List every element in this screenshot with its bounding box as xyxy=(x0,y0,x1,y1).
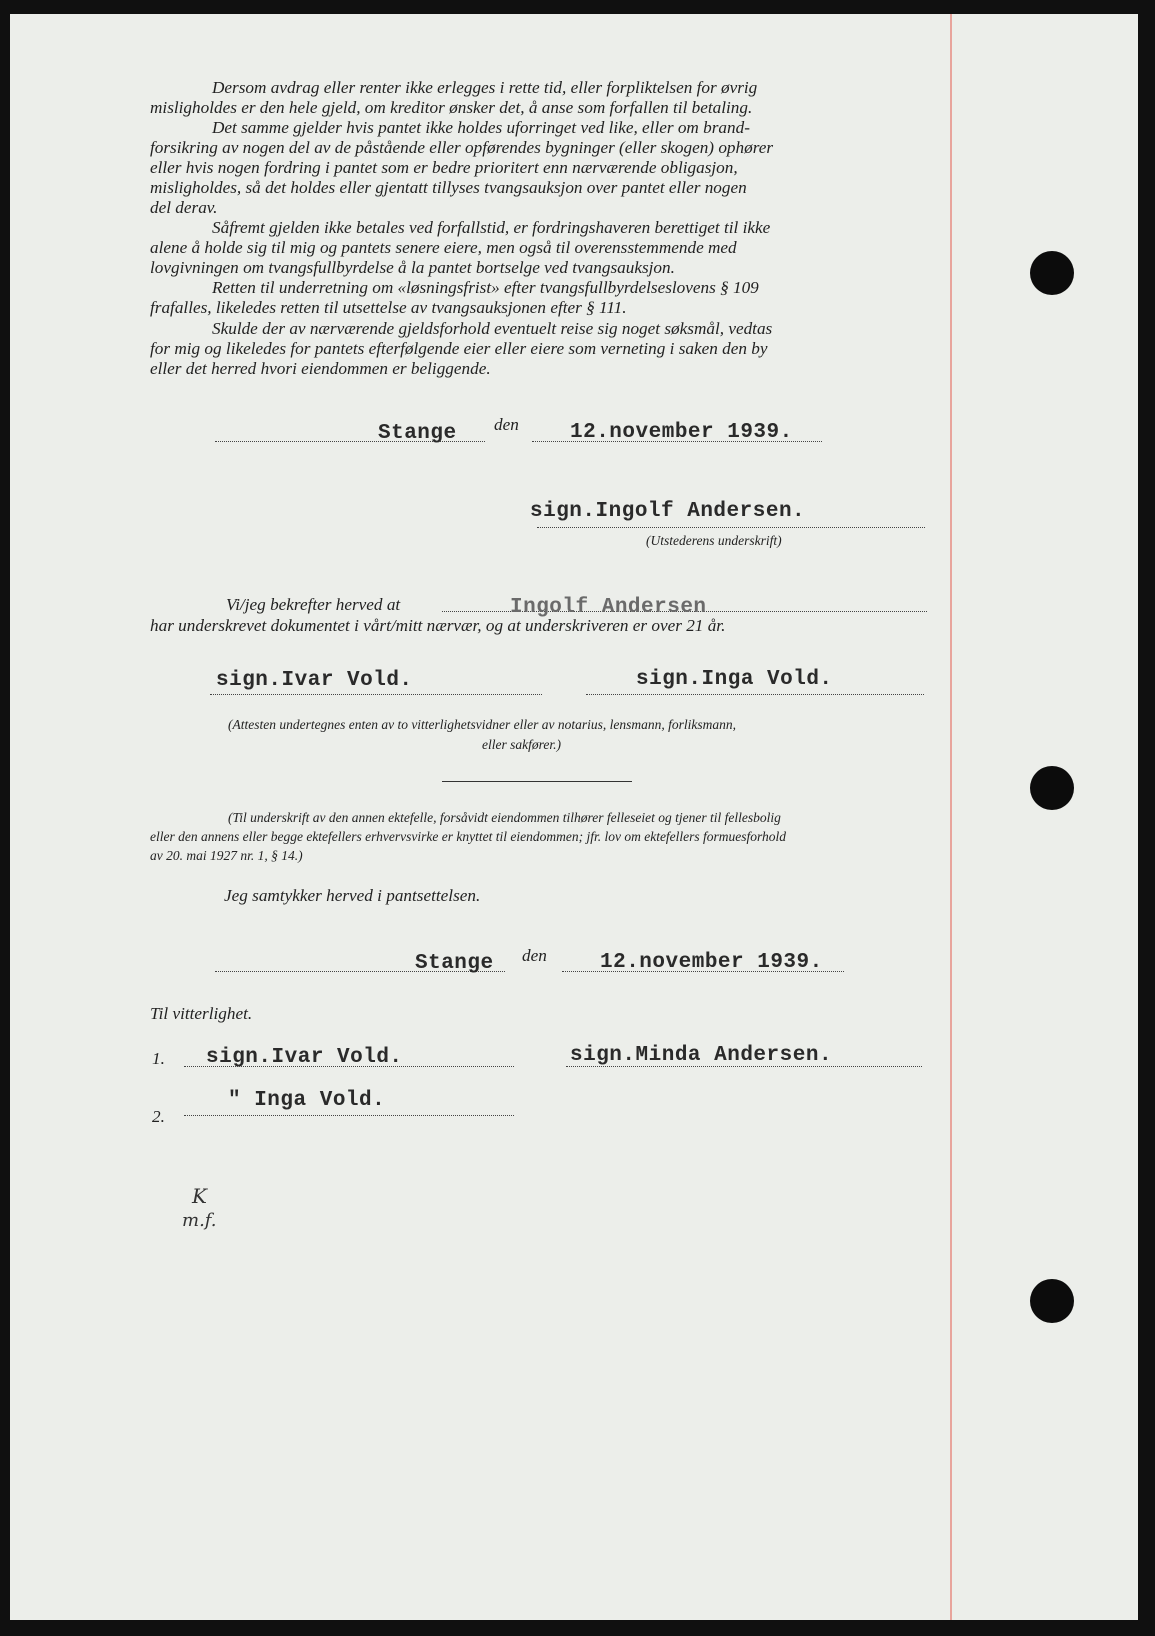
punch-hole xyxy=(1030,251,1074,295)
margin-line xyxy=(950,14,952,1620)
spouse-place: Stange xyxy=(415,952,494,975)
issuer-signature: sign.Ingolf Andersen. xyxy=(530,500,806,523)
issuer-signature-caption: (Utstederens underskrift) xyxy=(646,533,782,548)
witness-signature-line xyxy=(586,694,924,695)
issuer-date: 12.november 1939. xyxy=(570,421,793,444)
clause-line: for mig og likeledes for pantets efterfølgende eier eller eiere som verneting i saken den by xyxy=(150,339,768,358)
consent-text: Jeg samtykker herved i pantsettelsen. xyxy=(224,886,481,905)
handwritten-initial: K xyxy=(192,1184,207,1208)
witness-signature: sign.Ivar Vold. xyxy=(216,669,413,692)
den-label: den xyxy=(522,946,547,965)
clause-line: eller hvis nogen fordring i pantet som er bedre prioritert enn nærværende obligasjon, xyxy=(150,158,738,177)
witness-name: sign.Ivar Vold. xyxy=(206,1046,403,1069)
witness-statement-line2: har underskrevet dokumentet i vårt/mitt nærvær, og at underskriveren er over 21 år. xyxy=(150,616,726,635)
punch-hole xyxy=(1030,1279,1074,1323)
clause-line: misligholdes er den hele gjeld, om kreditor ønsker det, å anse som forfallen til betaling. xyxy=(150,98,753,117)
clause-line: misligholdes, så det holdes eller gjentatt tillyses tvangsauksjon over pantet eller nogen xyxy=(150,178,747,197)
spouse-note-line: eller den annens eller begge ektefellers erhvervsvirke er knyttet til eiendommen; jfr. lov om ektefellers formuesforhold xyxy=(150,829,787,844)
witness-signature: sign.Inga Vold. xyxy=(636,668,833,691)
spouse-signature-line xyxy=(566,1066,922,1067)
clause-line: forsikring av nogen del av de påstående eller opførendes bygninger (eller skogen) ophører xyxy=(150,138,774,157)
witness-name: " Inga Vold. xyxy=(228,1089,386,1112)
witness-statement-name: Ingolf Andersen xyxy=(510,596,707,619)
clause-line: frafalles, likeledes retten til utsettelse av tvangsauksjonen efter § 111. xyxy=(150,298,627,317)
attest-note-line: (Attesten undertegnes enten av to vitterlighetsvidner eller av notarius, lensmann, forliksmann, xyxy=(228,717,737,732)
document-page xyxy=(10,14,1138,1620)
witness-line xyxy=(184,1115,514,1116)
punch-hole xyxy=(1030,766,1074,810)
witness-line xyxy=(184,1066,514,1067)
clause-line: alene å holde sig til mig og pantets senere eiere, men også til overensstemmende med xyxy=(150,238,737,257)
spouse-signature: sign.Minda Andersen. xyxy=(570,1044,833,1067)
den-label: den xyxy=(494,415,519,434)
clause-line: Dersom avdrag eller renter ikke erlegges i rette tid, eller forpliktelsen for øvrig xyxy=(212,78,758,97)
issuer-place: Stange xyxy=(378,422,457,445)
clause-line: Skulde der av nærværende gjeldsforhold eventuelt reise sig noget søksmål, vedtas xyxy=(212,319,773,338)
clause-line: lovgivningen om tvangsfullbyrdelse å la pantet bortselge ved tvangsauksjon. xyxy=(150,258,675,277)
spouse-note-line: av 20. mai 1927 nr. 1, § 14.) xyxy=(150,848,303,863)
clause-line: del derav. xyxy=(150,198,218,217)
section-divider xyxy=(442,781,632,782)
witness-number: 1. xyxy=(152,1049,165,1068)
clause-line: eller det herred hvori eiendommen er beliggende. xyxy=(150,359,491,378)
attest-note-line: eller sakfører.) xyxy=(482,737,561,752)
witness-signature-line xyxy=(210,694,542,695)
witness-statement-prefix: Vi/jeg bekrefter herved at xyxy=(226,595,401,614)
clause-line: Det samme gjelder hvis pantet ikke holdes uforringet ved like, eller om brand- xyxy=(212,118,750,137)
clause-line: Såfremt gjelden ikke betales ved forfallstid, er fordringshaveren berettiget til ikke xyxy=(212,218,771,237)
spouse-note-line: (Til underskrift av den annen ektefelle, forsåvidt eiendommen tilhører felleseiet og tjener til fellesbolig xyxy=(228,810,781,825)
clause-line: Retten til underretning om «løsningsfrist» efter tvangsfullbyrdelseslovens § 109 xyxy=(212,278,759,297)
spouse-date: 12.november 1939. xyxy=(600,951,823,974)
issuer-signature-line xyxy=(537,527,925,528)
til-vitterlighet-label: Til vitterlighet. xyxy=(150,1004,253,1023)
handwritten-initial: m.f. xyxy=(182,1210,217,1231)
witness-number: 2. xyxy=(152,1107,165,1126)
